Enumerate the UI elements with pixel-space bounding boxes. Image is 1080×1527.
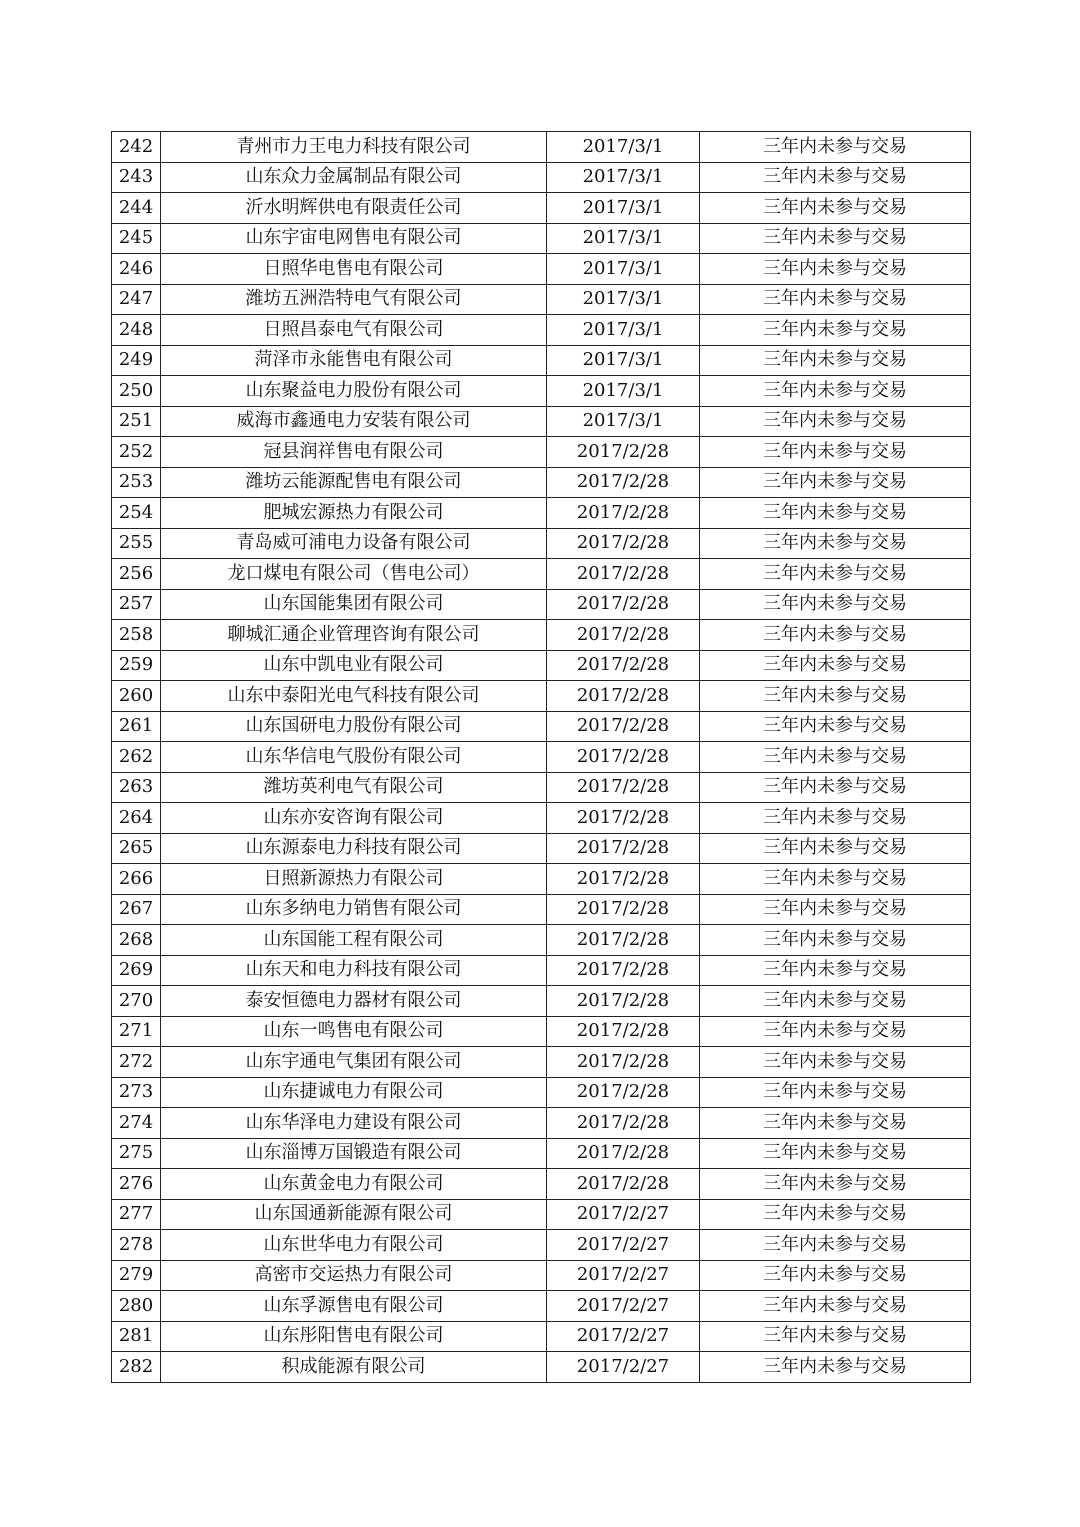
row-number: 245 [112, 223, 161, 254]
date-cell: 2017/2/28 [547, 437, 700, 468]
date-cell: 2017/2/27 [547, 1230, 700, 1261]
company-name: 潍坊云能源配售电有限公司 [161, 467, 547, 498]
date-cell: 2017/3/1 [547, 284, 700, 315]
status-cell: 三年内未参与交易 [700, 193, 971, 224]
company-name: 山东华泽电力建设有限公司 [161, 1108, 547, 1139]
status-cell: 三年内未参与交易 [700, 742, 971, 773]
date-cell: 2017/2/28 [547, 1016, 700, 1047]
table-row [112, 650, 971, 681]
row-number: 279 [112, 1260, 161, 1291]
date-cell: 2017/2/28 [547, 833, 700, 864]
company-name: 龙口煤电有限公司（售电公司） [161, 559, 547, 590]
table-row [112, 742, 971, 773]
status-cell: 三年内未参与交易 [700, 498, 971, 529]
status-cell: 三年内未参与交易 [700, 1138, 971, 1169]
row-number: 253 [112, 467, 161, 498]
date-cell: 2017/2/28 [547, 772, 700, 803]
date-cell: 2017/2/28 [547, 864, 700, 895]
table-row [112, 1321, 971, 1352]
company-name: 聊城汇通企业管理咨询有限公司 [161, 620, 547, 651]
status-cell: 三年内未参与交易 [700, 772, 971, 803]
status-cell: 三年内未参与交易 [700, 162, 971, 193]
table-row [112, 193, 971, 224]
table-row [112, 1260, 971, 1291]
company-name: 山东亦安咨询有限公司 [161, 803, 547, 834]
table-row [112, 833, 971, 864]
table-row [112, 1016, 971, 1047]
status-cell: 三年内未参与交易 [700, 223, 971, 254]
status-cell: 三年内未参与交易 [700, 528, 971, 559]
table-row [112, 1352, 971, 1383]
date-cell: 2017/3/1 [547, 254, 700, 285]
row-number: 270 [112, 986, 161, 1017]
table-row [112, 803, 971, 834]
status-cell: 三年内未参与交易 [700, 620, 971, 651]
status-cell: 三年内未参与交易 [700, 1260, 971, 1291]
date-cell: 2017/2/28 [547, 1047, 700, 1078]
row-number: 278 [112, 1230, 161, 1261]
company-name: 山东天和电力科技有限公司 [161, 955, 547, 986]
row-number: 272 [112, 1047, 161, 1078]
table-row [112, 498, 971, 529]
company-name: 泰安恒德电力器材有限公司 [161, 986, 547, 1017]
date-cell: 2017/2/27 [547, 1260, 700, 1291]
status-cell: 三年内未参与交易 [700, 803, 971, 834]
company-name: 山东宇宙电网售电有限公司 [161, 223, 547, 254]
date-cell: 2017/2/28 [547, 1169, 700, 1200]
row-number: 282 [112, 1352, 161, 1383]
date-cell: 2017/2/27 [547, 1291, 700, 1322]
date-cell: 2017/3/1 [547, 376, 700, 407]
company-name: 菏泽市永能售电有限公司 [161, 345, 547, 376]
row-number: 247 [112, 284, 161, 315]
row-number: 266 [112, 864, 161, 895]
status-cell: 三年内未参与交易 [700, 437, 971, 468]
status-cell: 三年内未参与交易 [700, 589, 971, 620]
status-cell: 三年内未参与交易 [700, 1108, 971, 1139]
table-row [112, 1077, 971, 1108]
company-name: 山东聚益电力股份有限公司 [161, 376, 547, 407]
date-cell: 2017/3/1 [547, 223, 700, 254]
status-cell: 三年内未参与交易 [700, 711, 971, 742]
row-number: 273 [112, 1077, 161, 1108]
company-name: 日照昌泰电气有限公司 [161, 315, 547, 346]
company-name: 潍坊五洲浩特电气有限公司 [161, 284, 547, 315]
table-row [112, 1199, 971, 1230]
date-cell: 2017/3/1 [547, 406, 700, 437]
row-number: 246 [112, 254, 161, 285]
status-cell: 三年内未参与交易 [700, 1230, 971, 1261]
date-cell: 2017/2/28 [547, 955, 700, 986]
company-name: 山东国能工程有限公司 [161, 925, 547, 956]
status-cell: 三年内未参与交易 [700, 681, 971, 712]
company-name: 山东孚源售电有限公司 [161, 1291, 547, 1322]
status-cell: 三年内未参与交易 [700, 650, 971, 681]
date-cell: 2017/2/28 [547, 650, 700, 681]
company-name: 沂水明辉供电有限责任公司 [161, 193, 547, 224]
table-row [112, 1138, 971, 1169]
row-number: 254 [112, 498, 161, 529]
row-number: 242 [112, 132, 161, 163]
date-cell: 2017/2/28 [547, 467, 700, 498]
date-cell: 2017/2/28 [547, 1108, 700, 1139]
company-name: 山东一鸣售电有限公司 [161, 1016, 547, 1047]
date-cell: 2017/2/28 [547, 681, 700, 712]
row-number: 277 [112, 1199, 161, 1230]
row-number: 250 [112, 376, 161, 407]
row-number: 260 [112, 681, 161, 712]
company-name: 山东彤阳售电有限公司 [161, 1321, 547, 1352]
status-cell: 三年内未参与交易 [700, 986, 971, 1017]
status-cell: 三年内未参与交易 [700, 894, 971, 925]
company-table [111, 131, 971, 1383]
table-row [112, 1169, 971, 1200]
date-cell: 2017/2/28 [547, 498, 700, 529]
company-name: 高密市交运热力有限公司 [161, 1260, 547, 1291]
status-cell: 三年内未参与交易 [700, 1047, 971, 1078]
table-row [112, 254, 971, 285]
table-row [112, 345, 971, 376]
date-cell: 2017/2/28 [547, 1077, 700, 1108]
row-number: 269 [112, 955, 161, 986]
date-cell: 2017/2/28 [547, 925, 700, 956]
table-row [112, 1108, 971, 1139]
date-cell: 2017/3/1 [547, 193, 700, 224]
row-number: 268 [112, 925, 161, 956]
table-row [112, 1291, 971, 1322]
row-number: 280 [112, 1291, 161, 1322]
company-name: 潍坊英利电气有限公司 [161, 772, 547, 803]
row-number: 248 [112, 315, 161, 346]
table-row [112, 132, 971, 163]
row-number: 274 [112, 1108, 161, 1139]
date-cell: 2017/2/27 [547, 1199, 700, 1230]
row-number: 251 [112, 406, 161, 437]
table-row [112, 711, 971, 742]
table-row [112, 315, 971, 346]
table-row [112, 559, 971, 590]
status-cell: 三年内未参与交易 [700, 345, 971, 376]
status-cell: 三年内未参与交易 [700, 254, 971, 285]
row-number: 252 [112, 437, 161, 468]
row-number: 257 [112, 589, 161, 620]
row-number: 281 [112, 1321, 161, 1352]
table-row [112, 772, 971, 803]
status-cell: 三年内未参与交易 [700, 284, 971, 315]
company-name: 山东众力金属制品有限公司 [161, 162, 547, 193]
date-cell: 2017/2/27 [547, 1321, 700, 1352]
row-number: 267 [112, 894, 161, 925]
company-name: 山东黄金电力有限公司 [161, 1169, 547, 1200]
date-cell: 2017/2/28 [547, 589, 700, 620]
company-name: 日照华电售电有限公司 [161, 254, 547, 285]
status-cell: 三年内未参与交易 [700, 376, 971, 407]
row-number: 255 [112, 528, 161, 559]
row-number: 244 [112, 193, 161, 224]
table-row [112, 681, 971, 712]
date-cell: 2017/3/1 [547, 162, 700, 193]
status-cell: 三年内未参与交易 [700, 833, 971, 864]
table-row [112, 528, 971, 559]
company-name: 积成能源有限公司 [161, 1352, 547, 1383]
company-name: 日照新源热力有限公司 [161, 864, 547, 895]
table-row [112, 589, 971, 620]
status-cell: 三年内未参与交易 [700, 1291, 971, 1322]
row-number: 261 [112, 711, 161, 742]
company-name: 山东国能集团有限公司 [161, 589, 547, 620]
status-cell: 三年内未参与交易 [700, 132, 971, 163]
row-number: 259 [112, 650, 161, 681]
date-cell: 2017/3/1 [547, 132, 700, 163]
status-cell: 三年内未参与交易 [700, 1077, 971, 1108]
company-name: 山东多纳电力销售有限公司 [161, 894, 547, 925]
table-row [112, 986, 971, 1017]
company-name: 山东捷诚电力有限公司 [161, 1077, 547, 1108]
table-row [112, 437, 971, 468]
status-cell: 三年内未参与交易 [700, 864, 971, 895]
company-name: 山东淄博万国锻造有限公司 [161, 1138, 547, 1169]
row-number: 265 [112, 833, 161, 864]
table-row [112, 376, 971, 407]
table-row [112, 162, 971, 193]
table-row [112, 1230, 971, 1261]
company-name: 山东世华电力有限公司 [161, 1230, 547, 1261]
status-cell: 三年内未参与交易 [700, 559, 971, 590]
table-row [112, 1047, 971, 1078]
date-cell: 2017/2/27 [547, 1352, 700, 1383]
status-cell: 三年内未参与交易 [700, 1169, 971, 1200]
date-cell: 2017/2/28 [547, 1138, 700, 1169]
date-cell: 2017/2/28 [547, 803, 700, 834]
company-name: 山东宇通电气集团有限公司 [161, 1047, 547, 1078]
date-cell: 2017/3/1 [547, 315, 700, 346]
company-name: 山东国通新能源有限公司 [161, 1199, 547, 1230]
row-number: 263 [112, 772, 161, 803]
status-cell: 三年内未参与交易 [700, 1016, 971, 1047]
row-number: 262 [112, 742, 161, 773]
status-cell: 三年内未参与交易 [700, 315, 971, 346]
company-name: 山东国研电力股份有限公司 [161, 711, 547, 742]
row-number: 276 [112, 1169, 161, 1200]
table-row [112, 406, 971, 437]
date-cell: 2017/2/28 [547, 986, 700, 1017]
date-cell: 2017/3/1 [547, 345, 700, 376]
row-number: 256 [112, 559, 161, 590]
table-row [112, 284, 971, 315]
company-name: 肥城宏源热力有限公司 [161, 498, 547, 529]
row-number: 264 [112, 803, 161, 834]
row-number: 258 [112, 620, 161, 651]
table-row [112, 864, 971, 895]
status-cell: 三年内未参与交易 [700, 955, 971, 986]
row-number: 249 [112, 345, 161, 376]
status-cell: 三年内未参与交易 [700, 1321, 971, 1352]
status-cell: 三年内未参与交易 [700, 467, 971, 498]
company-name: 威海市鑫通电力安装有限公司 [161, 406, 547, 437]
table-row [112, 955, 971, 986]
date-cell: 2017/2/28 [547, 620, 700, 651]
status-cell: 三年内未参与交易 [700, 406, 971, 437]
row-number: 271 [112, 1016, 161, 1047]
table-row [112, 223, 971, 254]
table-body [112, 132, 971, 1383]
row-number: 275 [112, 1138, 161, 1169]
table-row [112, 620, 971, 651]
date-cell: 2017/2/28 [547, 559, 700, 590]
company-name: 山东源泰电力科技有限公司 [161, 833, 547, 864]
date-cell: 2017/2/28 [547, 894, 700, 925]
company-name: 山东中泰阳光电气科技有限公司 [161, 681, 547, 712]
company-name: 山东华信电气股份有限公司 [161, 742, 547, 773]
table-row [112, 925, 971, 956]
row-number: 243 [112, 162, 161, 193]
date-cell: 2017/2/28 [547, 742, 700, 773]
date-cell: 2017/2/28 [547, 528, 700, 559]
company-name: 冠县润祥售电有限公司 [161, 437, 547, 468]
date-cell: 2017/2/28 [547, 711, 700, 742]
table-row [112, 894, 971, 925]
status-cell: 三年内未参与交易 [700, 1199, 971, 1230]
company-name: 山东中凯电业有限公司 [161, 650, 547, 681]
table-row [112, 467, 971, 498]
status-cell: 三年内未参与交易 [700, 1352, 971, 1383]
company-name: 青州市力王电力科技有限公司 [161, 132, 547, 163]
status-cell: 三年内未参与交易 [700, 925, 971, 956]
company-name: 青岛威可浦电力设备有限公司 [161, 528, 547, 559]
